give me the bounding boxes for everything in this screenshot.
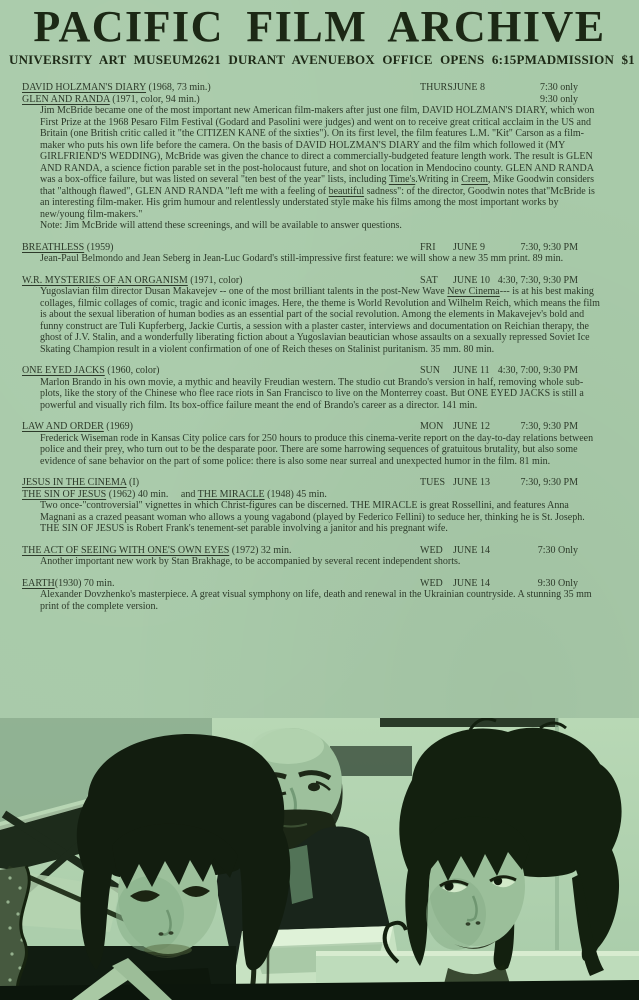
schedule-day: WED — [420, 577, 443, 589]
desc-text: , Mike Goodwin considers that "although flawed", GLEN AND RANDA "left me with a feeling of — [40, 174, 595, 197]
film-description — [22, 556, 602, 568]
film-title — [22, 82, 211, 93]
film-title — [22, 578, 114, 589]
schedule-times: 7:30, 9:30 PM — [520, 421, 578, 432]
desc-text: Two once-"controversial" vignettes in which Christ-figures can be discerned. THE MIRACLE is great Rossellini, and features Anna Magnani as a crazed peasant woman who allows a young vagabond (played by Federico Fellini) to seduce her, thinking he is St. Joseph. THE SIN OF JESUS is Robert Frank's tenement-set parable involving a janitor and his pregnant wife. — [40, 500, 585, 534]
film-title-row — [22, 578, 617, 590]
film-title-name: EARTH — [22, 577, 55, 589]
schedule-day: SUN — [420, 365, 441, 376]
schedule-times: 9:30 only — [539, 93, 578, 105]
admission-price: ADMISSION $1 — [537, 52, 635, 67]
film-description — [22, 433, 602, 468]
film-listing — [22, 275, 617, 356]
film-title-name: THE SIN OF JESUS — [22, 488, 107, 500]
film-title-name: THE MIRACLE — [197, 488, 265, 500]
film-listing — [22, 82, 617, 232]
film-title-row — [22, 545, 617, 557]
desc-underlined-text: New Cinema — [447, 286, 500, 297]
desc-text: Marlon Brando in his own movie, a mythic and heavily Freudian western. The studio cut Brando's version in half, removing whole sub-plots, like the story of the Chinese who flee race riots in San Francisco to live on the Monterrey coast. But ONE EYED JACKS is still a powerful and visually rich film. Its box-office failure meant the end of Brando's career as a director. 141 min. — [40, 376, 584, 411]
film-title-name: W.R. MYSTERIES OF AN ORGANISM — [22, 274, 188, 286]
schedule-times: 7:30, 9:30 PM — [520, 241, 578, 253]
film-title — [22, 545, 291, 556]
schedule-day: TUES — [420, 477, 445, 488]
film-title — [22, 477, 139, 488]
film-title-name: THE ACT OF SEEING WITH ONE'S OWN EYES — [22, 544, 230, 556]
film-listing — [22, 477, 617, 535]
film-title — [22, 275, 243, 286]
film-title-suffix: (1948) 45 min. — [264, 488, 327, 500]
film-listing — [22, 242, 617, 265]
schedule-day: WED — [420, 544, 443, 556]
schedule-times: 7:30, 9:30 PM — [520, 477, 578, 488]
film-listing — [22, 545, 617, 568]
film-title-row — [22, 365, 617, 377]
film-still-image — [0, 718, 639, 1000]
venue-name: UNIVERSITY ART MUSEUM — [9, 52, 195, 67]
schedule-times: 7:30 Only — [537, 544, 578, 556]
film-title-row — [22, 489, 617, 501]
schedule-day: FRI — [420, 241, 436, 253]
schedule-date: JUNE 9 — [453, 241, 485, 253]
film-title-suffix: (1962) 40 min. and — [106, 488, 198, 500]
film-title-suffix: (1969) — [103, 421, 133, 432]
film-title-row — [22, 275, 617, 287]
film-title-row — [22, 242, 617, 254]
desc-text: --- is at his best making collages, filmic collages of comic, tragic and iconic images. Here, the theme is World Revolution and Wilhelm Reich, which means the film is about the sexual liberation of human bodies as an essential part of the social revolution. Among the elements in Makavejev's bold and funny construct are Tuli Kupferberg, Jackie Curtis, a session with a plaster caster, interviews and documentation on Reichian therapy, the ghost of J.V. Stalin, and a wonderfully liberating fiction about a Yugoslavian beautician whose assaults on a sexually repressed Soviet Ice Skating Champion result in a violent confirmation of one of Reich theses on Stalinist puritanism. 35 mm. 80 min. — [40, 286, 600, 355]
film-title-row — [22, 82, 617, 94]
film-title-suffix: (I) — [126, 477, 140, 488]
film-description — [22, 286, 602, 355]
desc-underlined-text: Time's — [388, 174, 416, 185]
box-office-hours: BOX OFFICE OPENS 6:15PM — [346, 52, 538, 67]
film-title-suffix: (1971, color, 94 min.) — [109, 93, 200, 105]
schedule-date: JUNE 14 — [453, 544, 490, 556]
film-description — [22, 589, 602, 612]
schedule-times: 9:30 Only — [537, 577, 578, 589]
screening-note: Note: Jim McBride will attend these screenings, and will be available to answer questions. — [40, 220, 402, 231]
desc-text: Yugoslavian film director Dusan Makavejev -- one of the most brilliant talents in the post-New Wave — [40, 286, 448, 297]
right-mannequin-head — [385, 719, 622, 984]
film-title-name: ONE EYED JACKS — [22, 365, 105, 376]
film-title-name: GLEN AND RANDA — [22, 93, 110, 105]
desc-text: Alexander Dovzhenko's masterpiece. A great visual symphony on life, death and renewal in the Ukrainian countryside. A stunning 35 mm print of the complete version. — [40, 589, 592, 612]
film-title — [22, 489, 327, 500]
film-description — [22, 253, 602, 265]
film-title — [22, 421, 133, 432]
film-listing — [22, 421, 617, 467]
schedule-date: JUNE 10 — [453, 274, 490, 286]
film-title-row — [22, 477, 617, 489]
schedule-day: THURS — [420, 82, 453, 93]
schedule-date: JUNE 14 — [453, 577, 490, 589]
film-title-name: DAVID HOLZMAN'S DIARY — [22, 82, 147, 93]
film-title-suffix: (1959) — [84, 241, 114, 253]
desc-underlined-text: beautiful — [328, 185, 365, 197]
film-title — [22, 94, 200, 105]
schedule-times: 4:30, 7:00, 9:30 PM — [497, 365, 578, 376]
schedule-day: SAT — [420, 274, 438, 286]
film-title — [22, 242, 113, 253]
venue-address: 2621 DURANT AVENUE — [194, 52, 347, 67]
desc-underlined-text: Creem — [461, 174, 488, 185]
schedule-times: 7:30 only — [539, 82, 578, 93]
film-listings — [0, 66, 639, 716]
man-right-eye — [308, 783, 320, 791]
film-title-suffix: (1972) 32 min. — [229, 544, 292, 556]
film-title-row — [22, 421, 617, 433]
film-description — [22, 500, 602, 535]
desc-text: Jean-Paul Belmondo and Jean Seberg in Jean-Luc Godard's still-impressive first feature: we will show a new 35 mm print. 89 min. — [40, 253, 564, 264]
film-title-name: JESUS IN THE CINEMA — [22, 477, 127, 488]
schedule-times: 4:30, 7:30, 9:30 PM — [497, 274, 578, 286]
schedule-date: JUNE 12 — [453, 421, 490, 432]
film-title-name: LAW AND ORDER — [22, 421, 104, 432]
film-title-row — [22, 94, 617, 106]
schedule-date: JUNE 11 — [453, 365, 490, 376]
schedule-date: JUNE 8 — [453, 82, 485, 93]
desc-text: sadness": of the director, Goodwin notes that"McBride is an interesting film-maker. His grim humour and relentlessly understated style make his films among the most important works by new/young film-makers." — [40, 185, 595, 220]
desc-text: Jim McBride became one of the most important new American film-makers after just one film, DAVID HOLZMAN'S DIARY, which won First Prize at the 1968 Pesaro Film Festival (Godard and Pasolini were judges) and went on to receive great critical acclaim in the US and Britain (one British critic called it "the CITIZEN KANE of the sixties"). On its first level, the film features L.M. "Kit" Carson as a film-maker who puts his own life before the camera. On the basis of DAVID HOLZMAN'S DIARY and the film which followed it (MY GIRLFRIEND'S WEDDING), McBride was given the chance to direct a commercially-budgeted feature length work. The result is GLEN AND RANDA, a science fiction parable set in the post-holocaust future, and shot on location in Mendocino county. GLEN AND RANDA was a box-office failure, but was listed on several "ten best of the year" lists, including — [40, 105, 595, 185]
page-title: PACIFIC FILM ARCHIVE — [33, 2, 606, 51]
desc-text: Frederick Wiseman rode in Kansas City police cars for 250 hours to produce this cinema-verite report on the day-to-day relations between police and their prey, who turn out to be the desparate poor. There are some harrowing sequences of gratuitous brutality, but also some evidence of sane behavior on the part of some police: there is also some near surreal and unexpected humor in the film. 81 min. — [40, 432, 594, 467]
film-title — [22, 365, 160, 376]
film-title-suffix: (1930) 70 min. — [54, 577, 115, 589]
masthead — [0, 0, 639, 68]
film-title-name: BREATHLESS — [22, 241, 85, 253]
schedule-date: JUNE 13 — [453, 477, 490, 488]
film-still-photo — [0, 718, 639, 1000]
film-title-suffix: (1960, color) — [104, 365, 160, 376]
film-description — [22, 377, 602, 412]
film-listing — [22, 578, 617, 613]
film-description — [22, 105, 602, 220]
schedule-day: MON — [420, 421, 444, 432]
desc-text: .Writing in — [415, 174, 462, 185]
desc-text: Another important new work by Stan Brakhage, to be accompanied by several recent independent shorts. — [40, 556, 461, 567]
film-listing — [22, 365, 617, 411]
film-title-suffix: (1971, color) — [187, 274, 243, 286]
film-title-suffix: (1968, 73 min.) — [146, 82, 211, 93]
